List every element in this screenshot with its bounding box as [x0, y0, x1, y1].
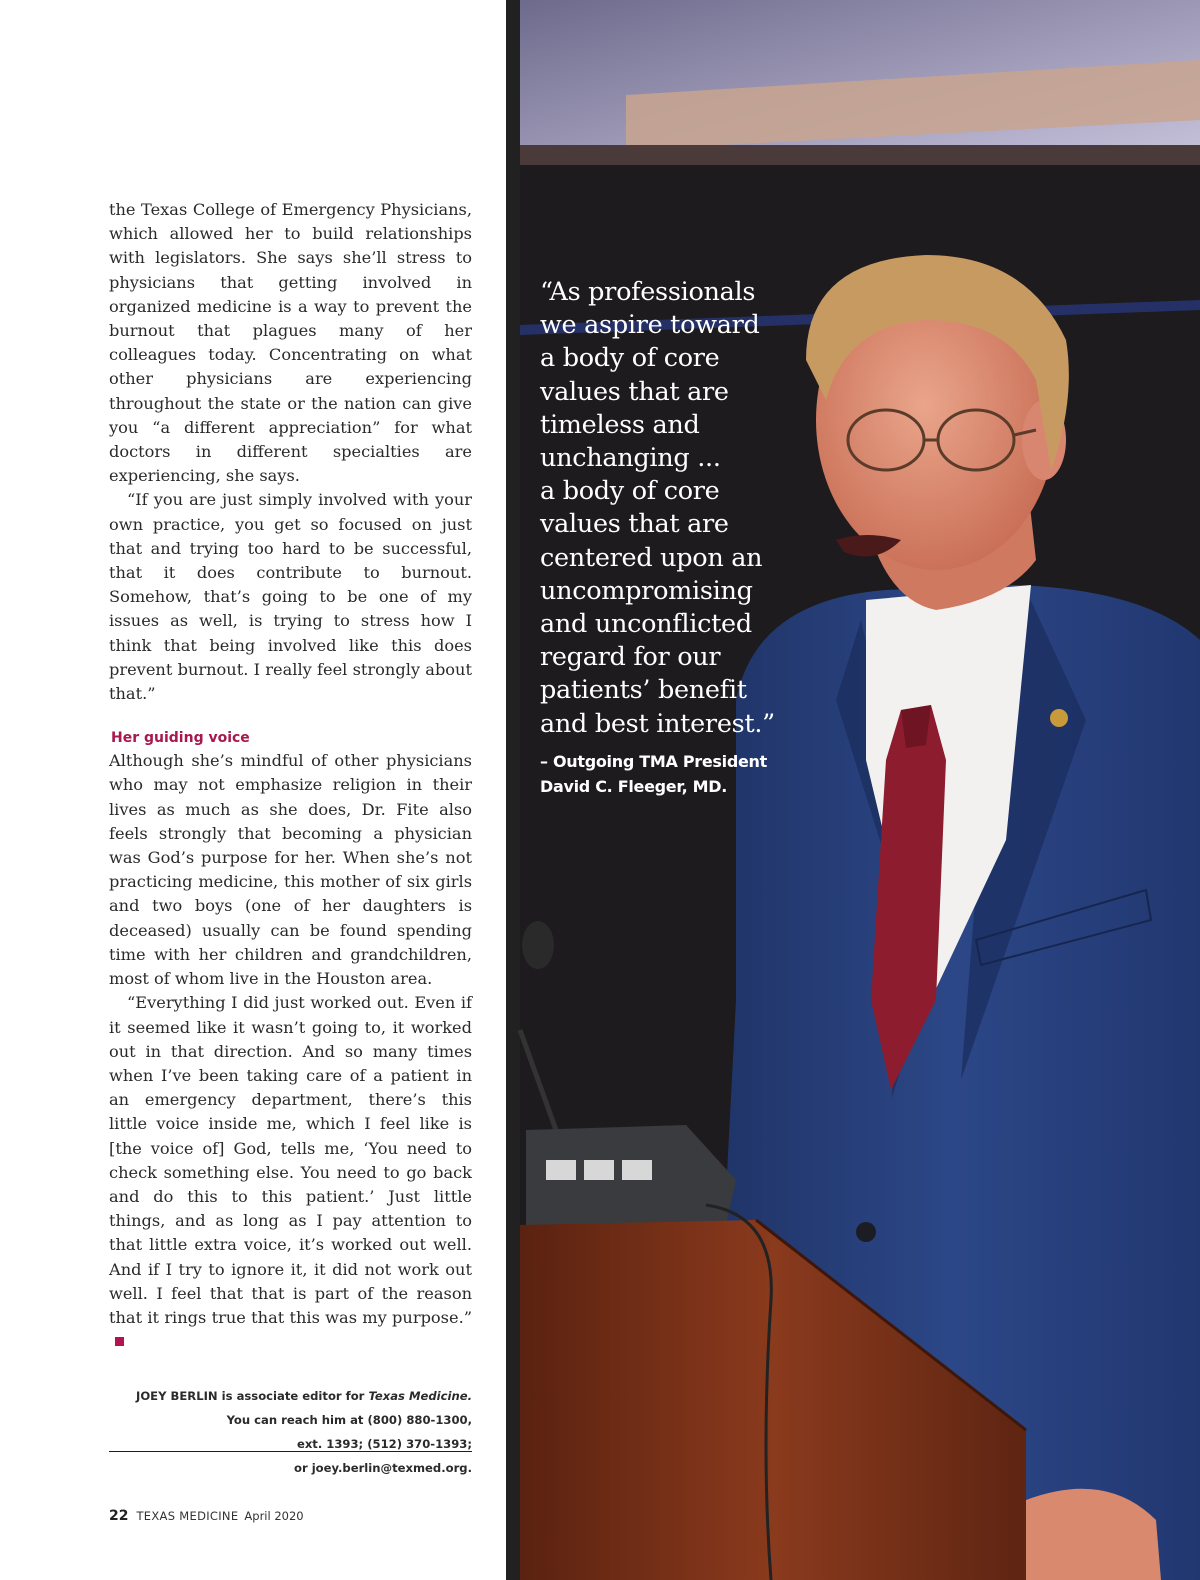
quote-line: values that are [540, 376, 729, 407]
pull-quote [540, 276, 780, 741]
quote-line: regard for our [540, 642, 721, 673]
bio-text: is associate editor for [217, 1389, 369, 1404]
photo-edge-stripe [506, 0, 520, 1580]
attribution-title: – Outgoing TMA President [540, 752, 767, 771]
quote-line: we aspire toward [540, 310, 760, 341]
bio-line-2: You can reach him at (800) 880-1300, [226, 1413, 472, 1428]
author-bio [109, 1384, 472, 1480]
microphone [522, 921, 554, 969]
article-paragraph-text: “Everything I did just worked out. Even if it seemed like it wasn’t going to, it worked out in that direction. And so many times when I’ve been taking care of a patient in an emergency department, there’s this little voice inside me, which I feel like is [the voice of] God, tells me, ‘You need to check something else. You need to go back and do this to this patient.’ Just little things, and as long as I pay attention to that little extra voice, it’s worked out well. And if I try to ignore it, it did not work out well. I feel that that is part of the reason that it rings true that this was my purpose.” [109, 993, 472, 1327]
magazine-name: TEXAS MEDICINE [136, 1509, 239, 1523]
quote-line: a body of core [540, 343, 720, 374]
timer-display-2 [584, 1160, 614, 1180]
quote-line: values that are [540, 509, 729, 540]
bio-line-1 [109, 1384, 472, 1408]
jacket-button [856, 1222, 876, 1242]
article-column [109, 198, 472, 1480]
article-paragraph [109, 991, 472, 1354]
footer-divider [109, 1451, 472, 1452]
quote-line: a body of core [540, 476, 720, 507]
article-paragraph: the Texas College of Emergency Physicians, which allowed her to build relationships with legislators. She says she’ll stress to physicians that getting involved in organized medicine is a way to prevent the burnout that plagues many of her colleagues today. Concentrating on what other physicians are experiencing throughout the state or the nation can give you “a different appreciation” for what doctors in different specialties are experiencing, she says. [109, 200, 472, 486]
quote-line: centered upon an [540, 542, 763, 573]
quote-line: and best interest.” [540, 708, 775, 739]
quote-line: “As professionals [540, 277, 756, 307]
end-of-article-mark [115, 1337, 124, 1346]
author-name: JOEY BERLIN [136, 1389, 218, 1404]
quote-line: unchanging ... [540, 443, 721, 474]
attribution-name: David C. Fleeger, MD. [540, 777, 727, 796]
page-number: 22 [109, 1508, 129, 1524]
publication-name: Texas Medicine. [368, 1389, 472, 1404]
quote-line: timeless and [540, 409, 700, 440]
issue-date: April 2020 [244, 1509, 304, 1523]
timer-display-1 [546, 1160, 576, 1180]
bio-line-4: or joey.berlin@texmed.org. [293, 1461, 472, 1476]
lapel-pin [1050, 709, 1068, 727]
quote-line: patients’ benefit [540, 675, 747, 706]
quote-attribution [540, 749, 780, 799]
article-paragraph: Although she’s mindful of other physicians who may not emphasize religion in their lives as much as she does, Dr. Fite also feels strongly that becoming a physician was God’s purpose for her. When she’s not practicing medicine, this mother of six girls and two boys (one of her daughters is deceased) usually can be found spending time with her children and grandchildren, most of whom live in the Houston area. [109, 751, 472, 989]
section-subhead: Her guiding voice [111, 730, 250, 747]
quote-line: and unconflicted [540, 609, 752, 640]
page-folio [109, 1508, 304, 1524]
article-paragraph: “If you are just simply involved with your own practice, you get so focused on just that and trying too hard to be successful, that it does contribute to burnout. Somehow, that’s going to be one of my issues as well, is trying to stress how I think that being involved like this does prevent burnout. I really feel strongly about that.” [109, 490, 472, 704]
screen-ledge [520, 145, 1200, 165]
quote-line: uncompromising [540, 575, 753, 606]
bio-line-3: ext. 1393; (512) 370-1393; [296, 1437, 472, 1452]
timer-display-3 [622, 1160, 652, 1180]
